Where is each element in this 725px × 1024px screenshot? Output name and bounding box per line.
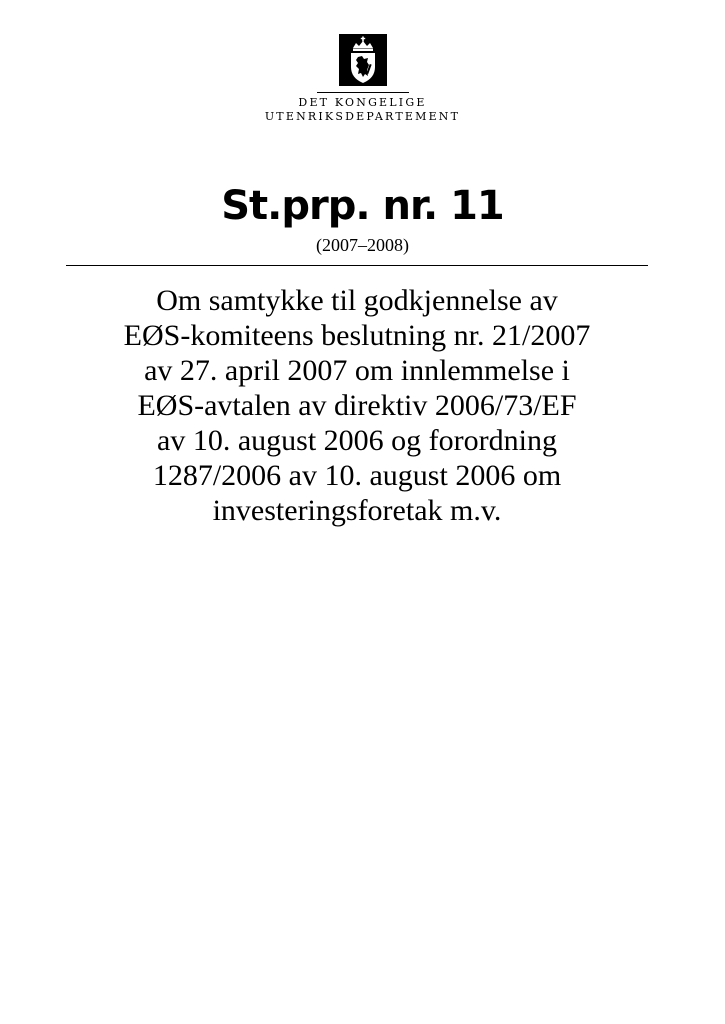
subject-line: Om samtykke til godkjennelse av [156,284,558,317]
subject-line: av 10. august 2006 og forordning [157,424,557,457]
ministry-name-line-2: UTENRIKSDEPARTEMENT [264,110,461,123]
ministry-header [0,34,725,124]
ministry-name-line-1: DET KONGELIGE [298,96,427,109]
coat-of-arms-icon [339,34,387,86]
document-title: St.prp. nr. 11 [221,183,504,229]
subject-line: EØS-avtalen av direktiv 2006/73/EF [137,389,577,422]
subject-line: investeringsforetak m.v. [212,494,502,527]
title-divider [66,265,648,266]
subject-line: 1287/2006 av 10. august 2006 om [152,459,562,492]
subject-line: av 27. april 2007 om innlemmelse i [144,354,570,387]
subject-line: EØS-komiteens beslutning nr. 21/2007 [123,319,591,352]
header-divider [317,92,409,93]
session-years: (2007–2008) [316,235,409,255]
document-subject [66,283,648,528]
